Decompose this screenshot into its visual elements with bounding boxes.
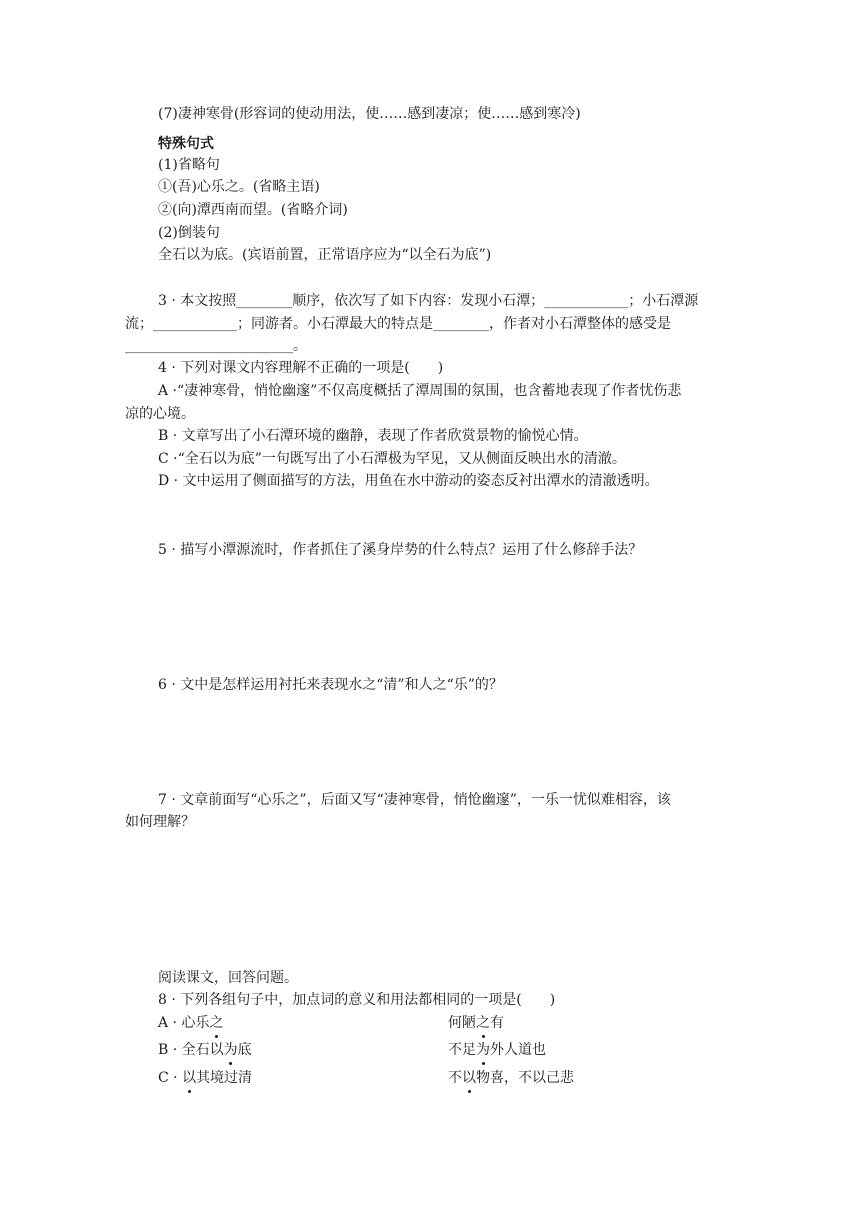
question-3-line-2: 流；____________；同游者。小石潭最大的特点是________，作者对小石潭整体的感受是: [125, 316, 671, 332]
option-b-right-prefix: 不足: [448, 1042, 476, 1058]
question-8-option-c: [158, 1068, 574, 1088]
omission-title: (1)省略句: [158, 157, 220, 173]
option-b-right-dotted-word: 为: [476, 1042, 490, 1058]
question-4-option-b: B · 文章写出了小石潭环境的幽静，表现了作者欣赏景物的愉悦心情。: [158, 428, 588, 444]
note-line-7: (7)凄神寒骨(形容词的使动用法，使……感到凄凉；使……感到寒冷): [158, 106, 581, 122]
question-7-line-2: 如何理解？: [125, 814, 195, 830]
special-sentence-title: 特殊句式: [158, 136, 214, 152]
question-4-option-a-line-1: A ·“凄神寒骨，悄怆幽邃”不仅高度概括了潭周围的氛围，也含蓄地表现了作者忧伤悲: [158, 383, 682, 399]
inversion-title: (2)倒装句: [158, 225, 220, 241]
option-b-left-suffix: 底: [237, 1042, 252, 1058]
inversion-example-1: 全石以为底。(宾语前置，正常语序应为“以全石为底”): [158, 247, 492, 263]
question-8-stem: 8 · 下列各组句子中，加点词的意义和用法都相同的一项是( ): [158, 992, 556, 1008]
option-b-right-suffix: 外人道也: [490, 1042, 546, 1058]
option-c-left-prefix: C ·: [158, 1070, 183, 1086]
option-b-right: [448, 1040, 546, 1060]
question-3-line-1: 3 · 本文按照________顺序，依次写了如下内容：发现小石潭；____________；小石潭源: [158, 293, 699, 309]
option-c-right-dotted-word: 以: [462, 1070, 476, 1086]
option-c-left-dotted-word: 以: [182, 1070, 197, 1086]
question-4-option-a-line-2: 凉的心境。: [125, 406, 195, 422]
option-a-left-prefix: A · 心乐: [158, 1015, 210, 1031]
option-b-left-dotted-word: 为: [223, 1042, 238, 1058]
question-8-option-b: [158, 1040, 546, 1060]
question-7-line-1: 7 · 文章前面写“心乐之”，后面又写“凄神寒骨，悄怆幽邃”，一乐一忧似难相容，该: [158, 792, 671, 808]
question-3-line-3: ________________________。: [125, 338, 307, 354]
option-a-right: [448, 1013, 504, 1033]
option-b-left-prefix: B · 全石以: [158, 1042, 224, 1058]
omission-example-1: ①(吾)心乐之。(省略主语): [158, 179, 320, 195]
question-6: 6 · 文中是怎样运用衬托来表现水之“清”和人之“乐”的？: [158, 677, 503, 693]
question-4-option-c: C ·“全石以为底”一句既写出了小石潭极为罕见，又从侧面反映出水的清澈。: [158, 451, 626, 467]
option-a-left-dotted-word: 之: [209, 1015, 224, 1031]
option-a-right-suffix: 有: [490, 1015, 504, 1031]
option-c-left-suffix: 其境过清: [196, 1070, 253, 1086]
question-5: 5 · 描写小潭源流时，作者抓住了溪身岸势的什么特点？运用了什么修辞手法？: [158, 542, 643, 558]
option-a-right-prefix: 何陋: [448, 1015, 476, 1031]
question-4-stem: 4 · 下列对课文内容理解不正确的一项是( ): [158, 360, 444, 376]
option-c-right: [448, 1068, 574, 1088]
reading-intro: 阅读课文，回答问题。: [158, 970, 298, 986]
question-4-option-d: D · 文中运用了侧面描写的方法，用鱼在水中游动的姿态反衬出潭水的清澈透明。: [158, 473, 659, 489]
option-c-right-prefix: 不: [448, 1070, 462, 1086]
question-8-option-a: [158, 1013, 504, 1033]
option-a-right-dotted-word: 之: [476, 1015, 490, 1031]
option-c-right-suffix: 物喜，不以己悲: [476, 1070, 574, 1086]
omission-example-2: ②(向)潭西南而望。(省略介词): [158, 202, 348, 218]
